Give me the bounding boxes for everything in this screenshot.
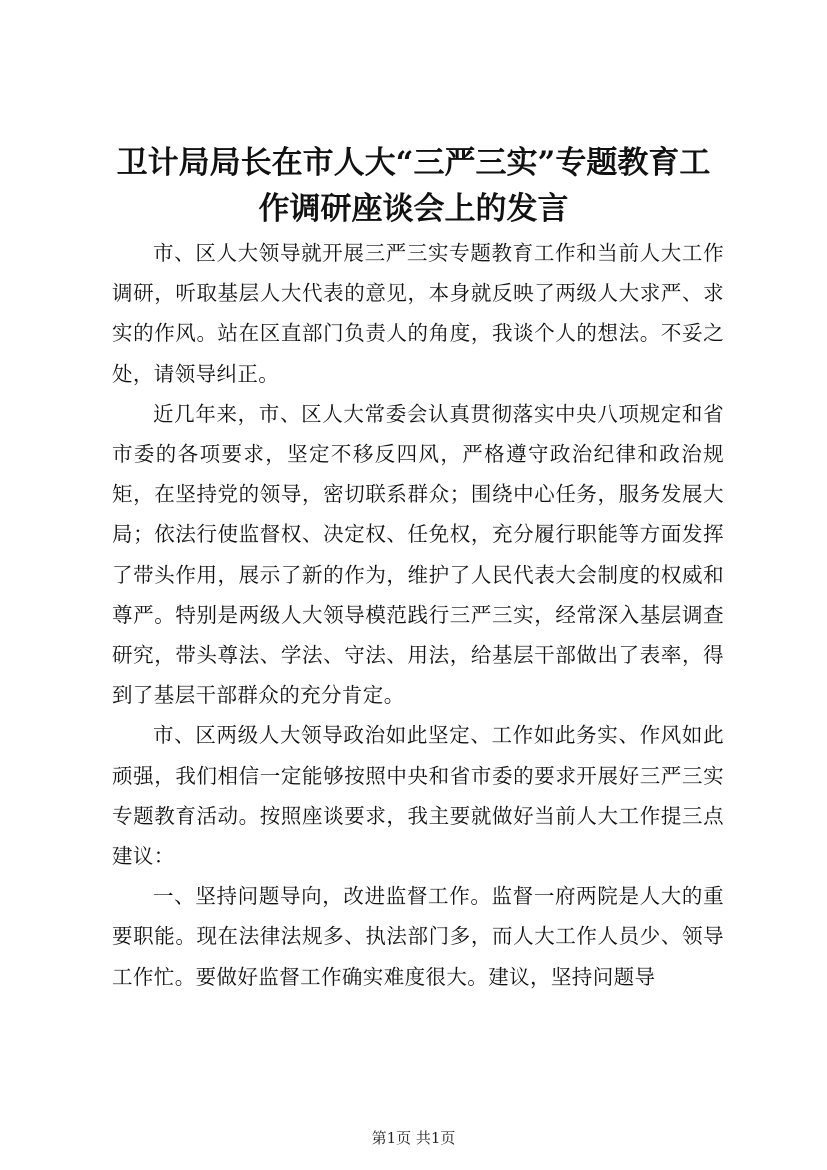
paragraph-2: 近几年来，市、区人大常委会认真贯彻落实中央八项规定和省市委的各项要求，坚定不移反四风，严格遵守政治纪律和政治规矩，在坚持党的领导，密切联系群众；围绕中心任务，服务发展大局；依法行使监督权、决定权、任免权，充分履行职能等方面发挥了带头作用，展示了新的作为，维护了人民代表大会制度的权威和尊严。特别是两级人大领导模范践行三严三实，经常深入基层调查研究，带头尊法、学法、守法、用法，给基层干部做出了表率，得到了基层干部群众的充分肯定。 bbox=[112, 401, 724, 708]
title-line-1: 卫计局局长在市人大“三严三实”专题教育工 bbox=[116, 145, 711, 181]
paragraph-4: 一、坚持问题导向，改进监督工作。监督一府两院是人大的重要职能。现在法律法规多、执法部门多，而人大工作人员少、领导工作忙。要做好监督工作确实难度很大。建议，坚持问题导 bbox=[112, 884, 724, 989]
paragraph-3: 市、区两级人大领导政治如此坚定、工作如此务实、作风如此顽强，我们相信一定能够按照中央和省市委的要求开展好三严三实专题教育活动。按照座谈要求，我主要就做好当前人大工作提三点建议： bbox=[112, 723, 724, 869]
document-title bbox=[100, 140, 727, 232]
paragraph-1: 市、区人大领导就开展三严三实专题教育工作和当前人大工作调研，听取基层人大代表的意见，本身就反映了两级人大求严、求实的作风。站在区直部门负责人的角度，我谈个人的想法。不妥之处，请领导纠正。 bbox=[112, 241, 724, 386]
page-footer: 第1页 共1页 bbox=[371, 1129, 456, 1147]
title-line-2: 作调研座谈会上的发言 bbox=[258, 191, 569, 227]
document-body bbox=[112, 233, 724, 997]
